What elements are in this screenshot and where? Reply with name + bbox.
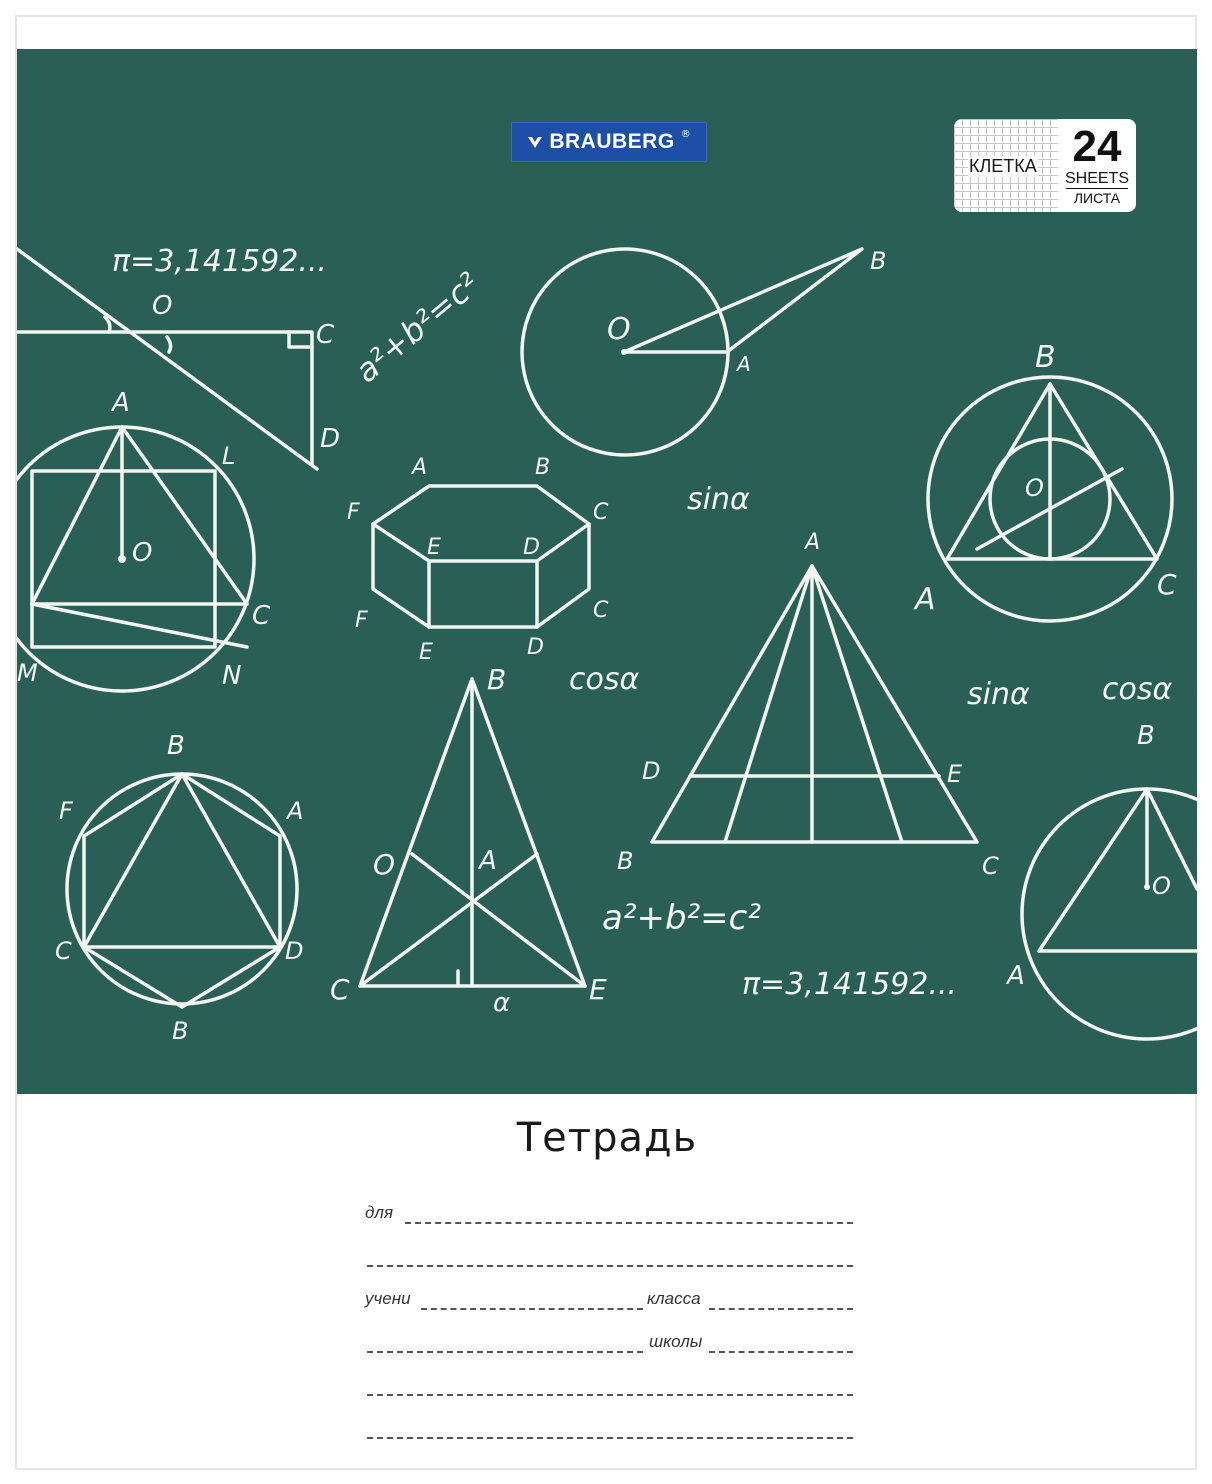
- brauberg-logo: [511, 122, 707, 162]
- label: E: [947, 760, 963, 788]
- hexagonal-prism: [347, 455, 609, 665]
- school-label: школы: [649, 1332, 703, 1351]
- label: A: [112, 388, 130, 418]
- label: O: [607, 312, 631, 347]
- label: C: [55, 937, 72, 965]
- formula-pythagoras-bottom: a²+b²=c²: [602, 898, 761, 938]
- label: A: [805, 530, 821, 555]
- form-row-name: [363, 1246, 853, 1270]
- label: O: [152, 291, 173, 321]
- label: C: [593, 598, 609, 623]
- label: D: [285, 937, 304, 965]
- checkmark-logo-icon: [527, 134, 543, 150]
- label: A: [737, 352, 751, 376]
- form-row-for: [363, 1203, 853, 1227]
- formula-cos-middle: cosα: [569, 662, 640, 697]
- label: E: [427, 535, 441, 560]
- label: A: [915, 582, 936, 617]
- label: D: [523, 535, 540, 560]
- sheets-badge: [954, 119, 1136, 212]
- form-row-extra-1: [363, 1375, 853, 1399]
- pyramid-triangle: [617, 530, 999, 880]
- fill-line: [367, 1394, 853, 1396]
- formula-sin-middle: sinα: [687, 482, 750, 517]
- label: C: [593, 500, 609, 525]
- label: D: [527, 635, 544, 660]
- label: O: [1025, 474, 1044, 502]
- fill-line: [709, 1308, 853, 1310]
- fill-line: [367, 1351, 643, 1353]
- label: F: [347, 500, 360, 525]
- right-triangle-drawing: [17, 249, 340, 469]
- ruling-type: КЛЕТКА: [969, 156, 1037, 176]
- label: F: [59, 797, 73, 825]
- label: B: [487, 663, 507, 696]
- formula-cos-right: cosα: [1102, 672, 1173, 707]
- formula-pi-top: π=3,141592...: [112, 244, 327, 279]
- label: O: [1152, 872, 1171, 900]
- notebook-cover: [15, 15, 1197, 1470]
- label: A: [287, 797, 304, 825]
- label: B: [1035, 340, 1056, 375]
- cover-title: Тетрадь: [516, 1115, 698, 1161]
- circle-tangent-drawing: [522, 247, 886, 455]
- label: α: [493, 988, 511, 1018]
- sheets-label-ru: ЛИСТА: [1073, 190, 1121, 206]
- label: L: [222, 442, 236, 470]
- fill-line: [367, 1265, 853, 1267]
- label: O: [132, 538, 153, 568]
- brand-name: BRAUBERG: [549, 130, 675, 153]
- form-row-extra-2: [363, 1418, 853, 1442]
- label: F: [355, 608, 368, 633]
- form-row-student: [363, 1289, 853, 1313]
- label: D: [320, 424, 341, 454]
- label: B: [535, 455, 551, 480]
- label: C: [252, 601, 271, 631]
- circle-triangle-bottom-right: [1005, 721, 1197, 1039]
- label: A: [1007, 961, 1025, 991]
- label: B: [167, 731, 185, 761]
- formula-pi-bottom: π=3,141592...: [742, 967, 957, 1002]
- label: B: [1137, 721, 1155, 751]
- sheet-count: 24: [1072, 122, 1122, 171]
- label: M: [17, 659, 38, 687]
- fill-line: [421, 1308, 643, 1310]
- label: C: [316, 320, 335, 350]
- sheets-label-en: SHEETS: [1064, 170, 1129, 187]
- chalkboard-illustration: [17, 49, 1197, 1094]
- label: A: [412, 455, 428, 480]
- label: B: [870, 247, 887, 275]
- for-label: для: [365, 1203, 394, 1222]
- formula-sin-right: sinα: [967, 677, 1030, 712]
- label: N: [222, 661, 242, 691]
- isosceles-triangle-medians: [330, 663, 607, 1018]
- fill-line: [405, 1222, 853, 1224]
- student-label: учени: [365, 1289, 411, 1308]
- fill-line: [709, 1351, 853, 1353]
- inscribed-figures-circle: [17, 388, 271, 691]
- form-row-school: [363, 1332, 853, 1356]
- formula-pythagoras-top: a²+b²=c²: [347, 264, 487, 391]
- label: B: [617, 847, 634, 875]
- class-label: класса: [647, 1289, 701, 1308]
- label: C: [982, 852, 999, 880]
- label: C: [330, 973, 350, 1006]
- label: D: [642, 757, 661, 785]
- label: E: [589, 973, 607, 1006]
- fill-line: [367, 1437, 853, 1439]
- label: B: [172, 1017, 189, 1045]
- label: E: [419, 640, 433, 665]
- divider: [1066, 188, 1128, 189]
- label: O: [373, 848, 396, 881]
- label: C: [1157, 568, 1177, 601]
- label: A: [479, 846, 497, 876]
- triangle-incircle-circumcircle: [913, 340, 1177, 621]
- hexagon-in-circle: [55, 731, 303, 1045]
- registered-mark: ®: [680, 129, 691, 140]
